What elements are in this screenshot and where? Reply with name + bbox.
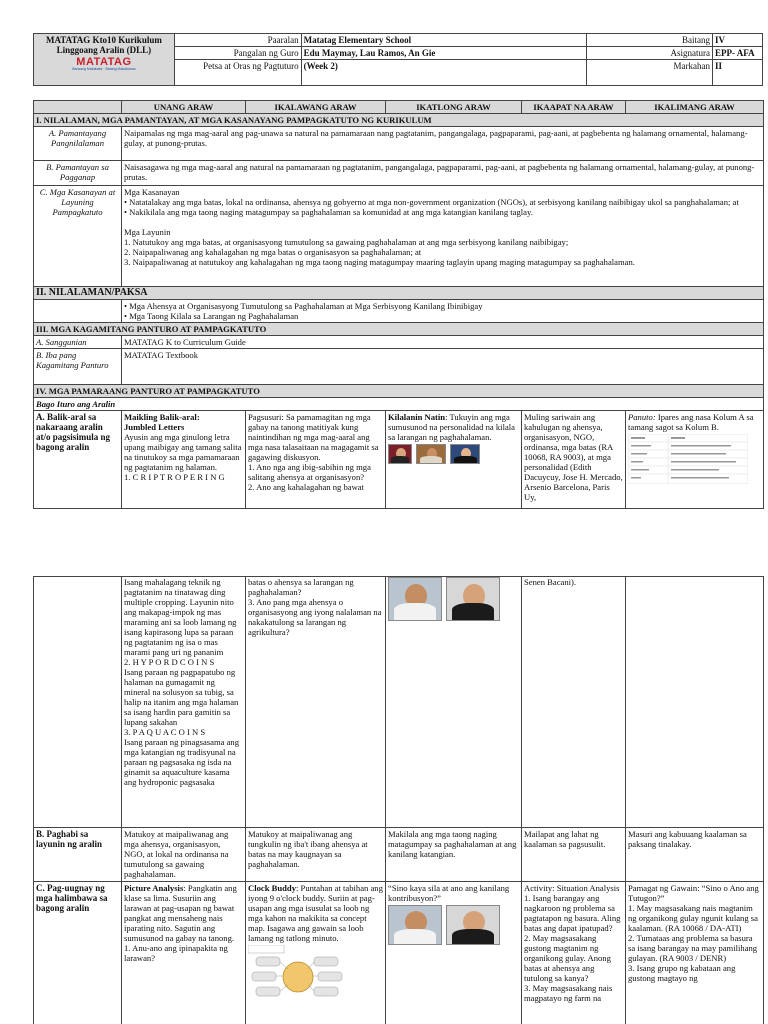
pag-uugnay-day-4 bbox=[522, 882, 626, 1024]
matatag-logo bbox=[35, 57, 173, 71]
layunin-item-1: 1. Natutukoy ang mga batas, at organisasyong tumutulong sa gawaing paghahalaman at ang mga serbisyong kanilang naibibigay; bbox=[124, 237, 569, 247]
guro-label: Pangalan ng Guro bbox=[174, 47, 301, 60]
cont-day-2 bbox=[246, 577, 386, 828]
balik-aral-day-4: Muling sariwain ang kahulugan ng ahensya, organisasyon, NGO, ordinansa, mga batas (RA 10068, RA 9003), at mga personalidad (Edith Dacuycuy, Jose H. Mercado, Arsenio Barcelona, Paris Uy, bbox=[522, 411, 626, 509]
clock-buddy-text: : Puntahan at tabihan ang iyong 9 o'clock buddy. Suriin at pag-usapan ang mga isusulat sa loob ng mga kahon na makikita sa concept map. Isagawa ang gawain sa loob lamang ng tatlong minuto. bbox=[248, 883, 383, 943]
personality-photo-5 bbox=[446, 577, 500, 621]
balik-aral-day-3 bbox=[386, 411, 522, 509]
asignatura-label: Asignatura bbox=[587, 47, 713, 60]
pag-uugnay-day-2 bbox=[246, 882, 386, 1024]
header-table bbox=[33, 33, 763, 86]
cont-label-blank bbox=[34, 577, 122, 828]
situation-3: 3. May magsasakang nais magpatayo ng farm na bbox=[524, 983, 613, 1003]
day-header-5: IKALIMANG ARAW bbox=[626, 101, 764, 114]
day-header-blank bbox=[34, 101, 122, 114]
kilalanin-natin-title: Kilalanin Natin bbox=[388, 412, 446, 422]
sanggunian-label: A. Sanggunian bbox=[34, 336, 122, 349]
iba-pang-kagamitan-label: B. Iba pang Kagamitang Panturo bbox=[34, 349, 122, 385]
paghabi-label: B. Paghabi sa layunin ng aralin bbox=[34, 828, 122, 882]
section-3-title: III. MGA KAGAMITANG PANTURO AT PAMPAGKATUTO bbox=[34, 323, 764, 336]
pamantayang-pangnilalaman-text: Naipamalas ng mga mag-aaral ang pag-unawa sa natural na pamamaraan nang pagtatanim, pangangalaga, pagpaparami, pag-aani, at pagbebenta ng halamang ornamental, halamang-gulay, at punong-prutas. bbox=[122, 127, 764, 161]
kasanayan-cell bbox=[122, 186, 764, 287]
clock-buddy-title: Clock Buddy bbox=[248, 883, 296, 893]
asignatura-value: EPP- AFA bbox=[713, 47, 763, 60]
matatag-logo-tagline: Bansang Makabata · Batang Makabansa bbox=[72, 67, 136, 71]
situation-2: 2. May magsasakang gustong magtanim ng organikong gulay. Anong batas at ahensya ang tutulong sa kanya? bbox=[524, 933, 611, 983]
kasanayan-item-2: • Nakikilala ang mga taong naging matagumpay sa paghahalaman sa komunidad at ang mga katangian kanilang taglay. bbox=[124, 207, 533, 217]
paghabi-day-3: Makilala ang mga taong naging matagumpay sa paghahalaman at ang kanilang katangian. bbox=[386, 828, 522, 882]
pagsusuri-text: Pagsusuri: Sa pamamagitan ng mga gabay na tanong matitiyak kung naintindihan ng mga mag-aaral ang mga nasa talasaitaan na magagamit sa gagawing diskusyon. bbox=[248, 412, 379, 462]
paghabi-day-2: Matukoy at maipaliwanag ang tungkulin ng iba't ibang ahensya at batas na may kaugnayan sa paghahalaman. bbox=[246, 828, 386, 882]
kasanayan-heading: Mga Kasanayan bbox=[124, 187, 180, 197]
personality-photo-2 bbox=[416, 444, 446, 464]
personality-photo-4 bbox=[388, 577, 442, 621]
cont-day-3 bbox=[386, 577, 522, 828]
personality-photo-1 bbox=[388, 444, 412, 464]
jumbled-def-1: Isang mahalagang teknik ng pagtatanim na tinatawag ding multiple cropping. Layunin nito ang makapag-impok ng mas maraming ani sa loob lamang ng isang kapirasong lupa sa paraan ng pagtatanim ng isa o mas marami pang uri ng pananim bbox=[124, 577, 237, 657]
gawain-2: 2. Tumataas ang problema sa basura sa isang barangay na may pamilihang gulayan. (RA 9003 / DENR) bbox=[628, 933, 758, 963]
cont-day-4: Senen Bacani). bbox=[522, 577, 626, 828]
panuto-label: Panuto: bbox=[628, 412, 656, 422]
personality-photo-6 bbox=[388, 905, 442, 945]
layunin-heading: Mga Layunin bbox=[124, 227, 171, 237]
paksa-blank bbox=[34, 300, 122, 323]
sino-kaya-text: “Sino kaya sila at ano ang kanilang kontribusyon?” bbox=[388, 883, 510, 903]
matching-table-image bbox=[628, 434, 748, 484]
markahan-label: Markahan bbox=[587, 60, 713, 86]
pag-uugnay-day-5 bbox=[626, 882, 764, 1024]
jumbled-word-1: 1. C R I P T R O P E R I N G bbox=[124, 472, 225, 482]
personality-photos-row-3 bbox=[388, 905, 519, 947]
day-header-3: IKATLONG ARAW bbox=[386, 101, 522, 114]
pagsusuri-question-2: 2. Ano ang kahalagahan ng bawat bbox=[248, 482, 364, 492]
layunin-item-2: 2. Naipapaliwanag ang kahalagahan ng mga batas o organisasyon sa paghahalaman; at bbox=[124, 247, 422, 257]
balik-aral-day-1: Maikling Balik-aral: Jumbled Letters Ayusin ang mga ginulong letra upang maibigay ang tamang salita na tinutukoy sa mga pamamaraan ng pagtatanim ng halaman. 1. C R I P T R O P E R I N G bbox=[122, 411, 246, 509]
gawain-1: 1. May magsasakang nais magtanim ng organikong gulay ngunit kulang sa kaalaman. (RA 10068 / DA-ATI) bbox=[628, 903, 758, 933]
pag-uugnay-label: C. Pag-uugnay ng mga halimbawa sa bagong aralin bbox=[34, 882, 122, 1024]
petsa-label: Petsa at Oras ng Pagtuturo bbox=[174, 60, 301, 86]
kasanayan-label: C. Mga Kasanayan at Layuning Pampagkatuto bbox=[34, 186, 122, 287]
gawain-3: 3. Isang grupo ng kabataan ang gustong magtayo ng bbox=[628, 963, 736, 983]
iba-pang-kagamitan-text: MATATAG Textbook bbox=[122, 349, 764, 385]
guro-value: Edu Maymay, Lau Ramos, An Gie bbox=[301, 47, 587, 60]
jumbled-letters-text: Ayusin ang mga ginulong letra upang maibigay ang tamang salita na tinutukoy sa mga pamamaraan ng pagtatanim ng halaman. bbox=[124, 432, 242, 472]
paghabi-day-5: Masuri ang kabuuang kaalaman sa paksang tinalakay. bbox=[626, 828, 764, 882]
pamantayang-pangnilalaman-label: A. Pamantayang Pangnilalaman bbox=[34, 127, 122, 161]
pagsusuri-question-3: 3. Ano pang mga ahensya o organisasyong ang iyong nalalaman na nakakatulong sa larangan ng agrikultura? bbox=[248, 597, 382, 637]
kasanayan-item-1: • Natatalakay ang mga batas, lokal na ordinansa, ahensya ng gobyerno at mga non-government organization (NGOs), at serbisyong kanilang naibibigay ukol sa panghahalaman; at bbox=[124, 197, 739, 207]
day-header-4: IKAAPAT NA ARAW bbox=[522, 101, 626, 114]
paaralan-value: Matatag Elementary School bbox=[301, 34, 587, 47]
kilalanin-natin-text: : Tukuyin ang mga sumusunod na personalidad na kilala sa larangan ng paghahalaman. bbox=[388, 412, 515, 442]
cont-day-1 bbox=[122, 577, 246, 828]
picture-analysis-title: Picture Analysis bbox=[124, 883, 184, 893]
jumbled-def-2: Isang paraan ng pagpapatubo ng halaman na gumagamit ng mineral na solusyon sa tubig, sa halip na itanim ang mga halaman sa isang hardin para gamitin sa lupang sakahan bbox=[124, 667, 239, 727]
personality-photos-row bbox=[388, 444, 519, 466]
pamantayan-pagganap-text: Naisasagawa ng mga mag-aaral ang natural na pamamaraan ng pagtatanim, pangangalaga, pagpaparami, pag-aani, at pagbebenta ng halamang ornamental, halamang-gulay, at punong-prutas. bbox=[122, 161, 764, 186]
picture-analysis-text: : Pangkatin ang klase sa lima. Susuriin ang larawan at pag-usapan ng bawat pangkat ang mensaheng nais iparating nito. Sagutin ang sumusunod na gabay na tanong. bbox=[124, 883, 237, 943]
pag-uugnay-day-3 bbox=[386, 882, 522, 1024]
balik-aral-day-5 bbox=[626, 411, 764, 509]
day-header-1: UNANG ARAW bbox=[122, 101, 246, 114]
bago-ituro-label: Bago Ituro ang Aralin bbox=[34, 398, 764, 411]
gawain-title: Pamagat ng Gawain: “Sino o Ano ang Tutugon?” bbox=[628, 883, 759, 903]
panuto-text: Ipares ang nasa Kolum A sa tamang sagot sa Kolum B. bbox=[628, 412, 754, 432]
dll-title-cell bbox=[34, 34, 175, 86]
markahan-value: II bbox=[713, 60, 763, 86]
pagsusuri-question-1: 1. Ano nga ang ibig-sabihin ng mga salitang ahensya at organisasyon? bbox=[248, 462, 371, 482]
matatag-logo-text: MATATAG bbox=[76, 56, 132, 68]
paghabi-day-4: Mailapat ang lahat ng kaalaman sa pagsusulit. bbox=[522, 828, 626, 882]
jumbled-word-2: 2. H Y P O R D C O I N S bbox=[124, 657, 215, 667]
dll-title-2: Linggoang Aralin (DLL) bbox=[56, 45, 152, 55]
jumbled-word-3: 3. P A Q U A C O I N S bbox=[124, 727, 206, 737]
baitang-label: Baitang bbox=[587, 34, 713, 47]
day-header-2: IKALAWANG ARAW bbox=[246, 101, 386, 114]
personality-photos-row-2 bbox=[388, 577, 519, 623]
layunin-item-3: 3. Naipapaliwanag at natutukoy ang kahalagahan ng mga taong naging matagumpay maaring taglayin upang maging matagumpay sa paghahalaman. bbox=[124, 257, 635, 267]
picture-analysis-q1: 1. Anu-ano ang ipinapakita ng larawan? bbox=[124, 943, 228, 963]
situation-1: 1. Isang barangay ang nagkaroon ng problema sa pagtatapon ng basura. Aling batas ang dapat ipatupad? bbox=[524, 893, 621, 933]
dll-main-table bbox=[33, 100, 764, 509]
maikling-balik-aral-title: Maikling Balik-aral bbox=[124, 412, 197, 422]
baitang-value: IV bbox=[713, 34, 763, 47]
paksa-item-2: • Mga Taong Kilala sa Larangan ng Paghahalaman bbox=[124, 311, 299, 321]
pagsusuri-question-2-cont: batas o ahensya sa larangan ng paghahalaman? bbox=[248, 577, 354, 597]
dll-continuation-table bbox=[33, 576, 764, 1024]
pamantayan-pagganap-label: B. Pamantayan sa Pagganap bbox=[34, 161, 122, 186]
section-1-title: I. NILALAMAN, MGA PAMANTAYAN, AT MGA KASANAYANG PAMPAGKATUTO NG KURIKULUM bbox=[34, 114, 764, 127]
cont-day-5 bbox=[626, 577, 764, 828]
balik-aral-label: A. Balik-aral sa nakaraang aralin at/o pagsisimula ng bagong aralin bbox=[34, 411, 122, 509]
jumbled-def-3: Isang paraan ng pinagsasama ang mga katangian ng tradisyunal na paraan ng pagsasaka ng isda na ginamit sa aquaculture kasama ang hydroponic pagsasaka bbox=[124, 737, 240, 787]
pag-uugnay-day-1 bbox=[122, 882, 246, 1024]
paksa-cell bbox=[122, 300, 764, 323]
situation-analysis-title: Activity: Situation Analysis bbox=[524, 883, 620, 893]
balik-aral-day-2 bbox=[246, 411, 386, 509]
section-2-title: II. NILALAMAN/PAKSA bbox=[34, 287, 764, 300]
dll-title-1: MATATAG Kto10 Kurikulum bbox=[45, 35, 162, 45]
paghabi-day-1: Matukoy at maipaliwanag ang mga ahensya, organisasyon, NGO, at lokal na ordinansa na tumutulong sa gawaing paghahalaman. bbox=[122, 828, 246, 882]
section-4-title: IV. MGA PAMARAANG PANTURO AT PAMPAGKATUTO bbox=[34, 385, 764, 398]
personality-photo-7 bbox=[446, 905, 500, 945]
jumbled-letters-title: Jumbled Letters bbox=[124, 422, 185, 432]
concept-map-image bbox=[248, 945, 348, 1005]
paksa-item-1: • Mga Ahensya at Organisasyong Tumutulong sa Paghahalaman at Mga Serbisyong Kanilang Ibinibigay bbox=[124, 301, 483, 311]
sanggunian-text: MATATAG K to Curriculum Guide bbox=[122, 336, 764, 349]
paaralan-label: Paaralan bbox=[174, 34, 301, 47]
personality-photo-3 bbox=[450, 444, 480, 464]
petsa-value: (Week 2) bbox=[301, 60, 587, 86]
